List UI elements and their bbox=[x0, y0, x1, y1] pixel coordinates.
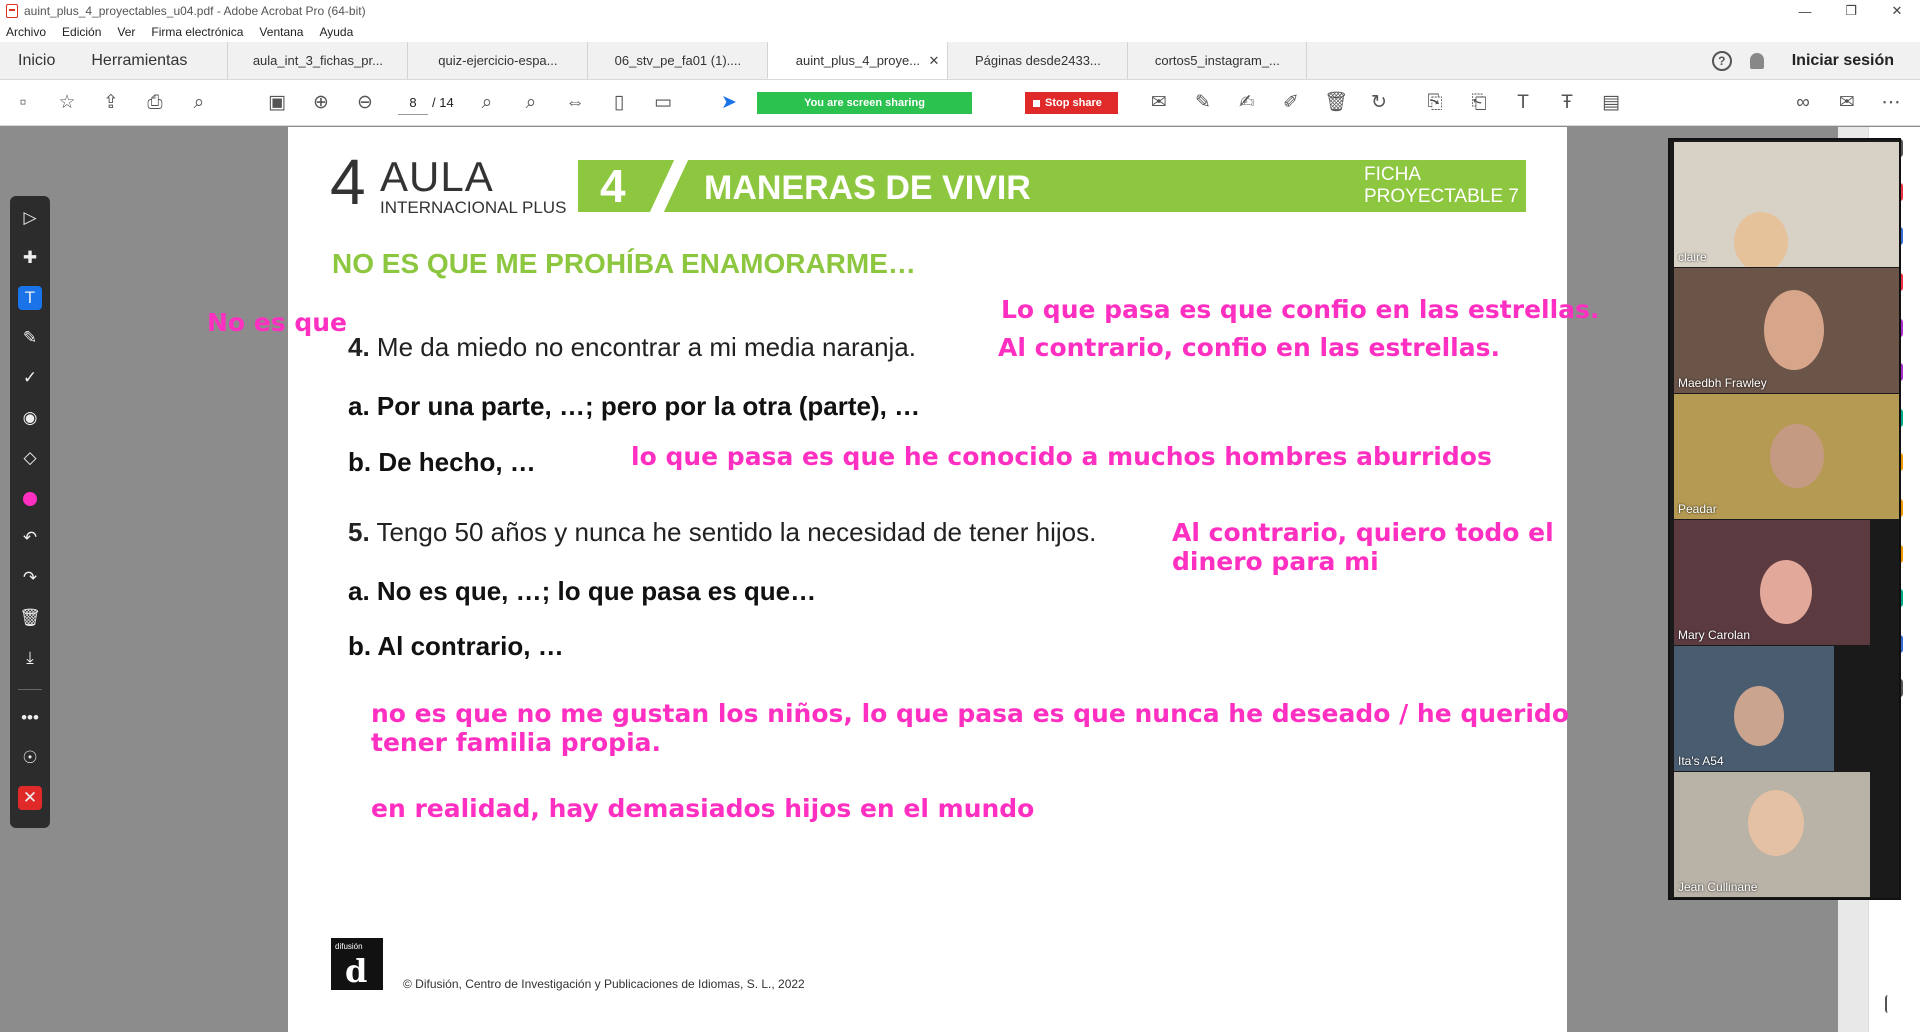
more-options-icon[interactable]: ••• bbox=[21, 708, 39, 727]
email-icon[interactable]: ✉ bbox=[1839, 92, 1855, 113]
annotation-quiero-dinero-line-1: Al contrario, quiero todo el bbox=[1172, 518, 1554, 547]
annotation-al-contrario-estrellas[interactable]: Al contrario, confio en las estrellas. bbox=[998, 333, 1500, 362]
question-4-number: 4. bbox=[348, 332, 370, 362]
tab-doc-1[interactable]: aula_int_3_fichas_pr... bbox=[227, 42, 407, 79]
annotation-quiero-dinero-line-2: dinero para mi bbox=[1172, 546, 1379, 576]
unit-title: MANERAS DE VIVIR bbox=[704, 169, 1031, 207]
delete-icon[interactable]: 🗑 bbox=[1324, 92, 1349, 113]
unit-banner bbox=[578, 160, 1526, 212]
tab-doc-3[interactable]: 06_stv_pe_fa01 (1).... bbox=[587, 42, 767, 79]
logo-number: 4 bbox=[330, 146, 366, 218]
ficha-label bbox=[1364, 164, 1519, 208]
window-controls bbox=[1782, 0, 1920, 22]
menu-bar bbox=[0, 22, 1920, 42]
help-icon[interactable]: ? bbox=[1712, 51, 1732, 71]
window-title: auint_plus_4_proyectables_u04.pdf - Adobe Acrobat Pro (64-bit) bbox=[24, 4, 366, 18]
close-annotation-icon[interactable]: ✕ bbox=[18, 786, 42, 810]
page-view-icon[interactable]: ▯ bbox=[613, 92, 625, 113]
stop-share-button[interactable]: Stop share bbox=[1025, 92, 1118, 114]
logo-title: AULA bbox=[380, 153, 494, 200]
participant-video bbox=[1734, 686, 1784, 746]
tab-doc-active[interactable] bbox=[767, 42, 947, 79]
participant-video bbox=[1760, 560, 1812, 624]
ficha-line-1: FICHA bbox=[1364, 164, 1421, 185]
participant-tile-3[interactable] bbox=[1674, 394, 1899, 519]
menu-firma[interactable]: Firma electrónica bbox=[151, 25, 244, 39]
sign-icon[interactable]: ✍ bbox=[1239, 92, 1255, 113]
stamp-icon[interactable]: ✐ bbox=[1283, 92, 1299, 113]
request-control-icon[interactable]: ☉ bbox=[22, 748, 38, 767]
annotation-quiero-dinero[interactable] bbox=[1172, 519, 1554, 577]
zoom-out-icon[interactable]: ⌕ bbox=[481, 92, 493, 113]
tab-bar bbox=[0, 42, 1920, 80]
tab-home[interactable]: Inicio bbox=[18, 51, 56, 69]
menu-ayuda[interactable]: Ayuda bbox=[319, 25, 354, 39]
comment-icon[interactable]: ✉ bbox=[1151, 92, 1167, 113]
page-down-icon[interactable]: ⊖ bbox=[357, 92, 373, 113]
collapse-panel-icon[interactable] bbox=[1885, 995, 1903, 1013]
save-icon[interactable]: ▫ bbox=[19, 92, 27, 113]
find-icon[interactable]: ⌕ bbox=[525, 92, 537, 113]
annotation-ninos-line-2: tener familia propia. bbox=[371, 727, 662, 757]
participant-name: Mary Carolan bbox=[1678, 628, 1751, 642]
participant-tile-1[interactable] bbox=[1674, 142, 1899, 267]
tab-tools[interactable]: Herramientas bbox=[91, 51, 188, 69]
question-4 bbox=[348, 332, 916, 363]
highlight-icon[interactable]: ✎ bbox=[1195, 92, 1211, 113]
move-tool-icon[interactable]: ✚ bbox=[22, 248, 38, 267]
text-icon[interactable]: T bbox=[1517, 92, 1529, 113]
participant-name: claire bbox=[1678, 250, 1707, 264]
menu-ver[interactable]: Ver bbox=[117, 25, 136, 39]
question-5-option-a: a. No es que, …; lo que pasa es que… bbox=[348, 576, 817, 606]
redo-icon[interactable]: ↷ bbox=[22, 568, 38, 587]
video-gallery bbox=[1668, 138, 1901, 900]
pen-tool-icon[interactable]: ✎ bbox=[22, 328, 38, 347]
annotation-no-es-que[interactable]: No es que bbox=[207, 308, 347, 337]
participant-tile-5[interactable] bbox=[1674, 646, 1834, 771]
question-5-text: Tengo 50 años y nunca he sentido la necesidad de tener hijos. bbox=[376, 517, 1097, 547]
trash-icon[interactable]: 🗑 bbox=[19, 608, 41, 627]
participant-video bbox=[1748, 790, 1804, 856]
bookmark-star-icon[interactable]: ☆ bbox=[58, 92, 76, 113]
question-4-option-a: a. Por una parte, …; pero por la otra (parte), … bbox=[348, 391, 921, 421]
menu-ventana[interactable]: Ventana bbox=[259, 25, 304, 39]
question-5-number: 5. bbox=[348, 517, 370, 547]
tab-doc-active-label: auint_plus_4_proye... bbox=[795, 52, 921, 68]
toolbar-divider bbox=[18, 689, 42, 690]
select-tool-icon[interactable]: ▷ bbox=[23, 208, 37, 227]
publisher-logo-letter: d bbox=[345, 952, 368, 990]
question-4-text: Me da miedo no encontrar a mi media naranja. bbox=[376, 332, 916, 362]
participant-video bbox=[1734, 212, 1788, 267]
minimize-button[interactable]: — bbox=[1798, 3, 1812, 19]
text-tool-icon[interactable]: T bbox=[18, 286, 42, 310]
banner-slash bbox=[646, 152, 692, 220]
annotation-lo-que-pasa-estrellas[interactable]: Lo que pasa es que confio en las estrellas. bbox=[1001, 295, 1600, 324]
restore-button[interactable]: ❐ bbox=[1845, 3, 1857, 18]
annotation-demasiados-hijos[interactable]: en realidad, hay demasiados hijos en el mundo bbox=[371, 794, 1035, 823]
participant-video bbox=[1770, 424, 1824, 488]
annotation-ninos[interactable] bbox=[371, 700, 1569, 758]
participant-tile-4[interactable] bbox=[1674, 520, 1870, 645]
tab-doc-6[interactable]: cortos5_instagram_... bbox=[1127, 42, 1307, 79]
annotation-toolbar bbox=[10, 196, 50, 828]
participant-name: Peadar bbox=[1678, 502, 1717, 516]
participant-name: Jean Cullinane bbox=[1678, 880, 1758, 894]
logo-subtitle: INTERNACIONAL PLUS bbox=[380, 198, 567, 217]
sign-in-button[interactable]: Iniciar sesión bbox=[1791, 52, 1894, 69]
participant-name: Maedbh Frawley bbox=[1678, 376, 1767, 390]
menu-archivo[interactable]: Archivo bbox=[6, 25, 47, 39]
tab-doc-2[interactable]: quiz-ejercicio-espa... bbox=[407, 42, 587, 79]
notifications-icon[interactable] bbox=[1750, 53, 1764, 69]
main-toolbar bbox=[0, 80, 1920, 126]
link-icon[interactable]: ∞ bbox=[1796, 92, 1810, 113]
presentation-icon[interactable]: ▭ bbox=[654, 92, 672, 113]
strikethrough-icon[interactable]: Ŧ bbox=[1561, 92, 1573, 113]
edit-pdf-icon[interactable]: ⎗ bbox=[1471, 92, 1487, 113]
tab-doc-5[interactable]: Páginas desde2433... bbox=[947, 42, 1127, 79]
question-5-option-b: b. Al contrario, … bbox=[348, 631, 564, 661]
annotation-hombres-aburridos[interactable]: lo que pasa es que he conocido a muchos hombres aburridos bbox=[631, 442, 1492, 471]
organize-icon[interactable]: ▤ bbox=[1602, 92, 1620, 113]
upload-icon[interactable]: ⇪ bbox=[103, 92, 119, 113]
close-window-button[interactable]: ✕ bbox=[1891, 3, 1903, 18]
screen-sharing-banner: You are screen sharing bbox=[757, 92, 972, 114]
rotate-icon[interactable]: ↻ bbox=[1371, 92, 1387, 113]
export-pdf-icon[interactable]: ⎘ bbox=[1427, 92, 1443, 113]
select-cursor-icon[interactable]: ➤ bbox=[721, 92, 737, 113]
page-up-icon[interactable]: ⊕ bbox=[313, 92, 329, 113]
page-number-input[interactable]: 8 bbox=[398, 91, 428, 115]
participant-tile-2[interactable] bbox=[1674, 268, 1899, 393]
participant-tile-6[interactable] bbox=[1674, 772, 1870, 897]
page-total: / 14 bbox=[432, 95, 454, 110]
eraser-tool-icon[interactable]: ◇ bbox=[23, 448, 37, 467]
fit-width-icon[interactable]: ⇔ bbox=[565, 92, 585, 113]
pdf-icon bbox=[6, 4, 18, 18]
title-bar bbox=[0, 0, 1920, 22]
publisher-logo-small: difusión bbox=[335, 942, 363, 951]
participant-video bbox=[1764, 290, 1824, 370]
section-title: NO ES QUE ME PROHÍBA ENAMORARME… bbox=[332, 248, 916, 279]
undo-icon[interactable]: ↶ bbox=[22, 528, 38, 547]
publisher-logo bbox=[331, 938, 383, 990]
more-tools-icon[interactable]: ⋯ bbox=[1881, 92, 1901, 113]
check-tool-icon[interactable]: ✓ bbox=[22, 368, 38, 387]
participant-name: Ita's A54 bbox=[1678, 754, 1724, 768]
close-tab-icon[interactable]: ✕ bbox=[928, 53, 940, 68]
print-icon[interactable]: ⎙ bbox=[147, 92, 163, 113]
question-4-option-b: b. De hecho, … bbox=[348, 447, 536, 477]
zoom-search-icon[interactable]: ⌕ bbox=[193, 92, 205, 113]
question-5 bbox=[348, 517, 1096, 548]
annotation-ninos-line-1: no es que no me gustan los niños, lo que pasa es que nunca he deseado / he querido bbox=[371, 699, 1569, 728]
snapshot-icon[interactable]: ▣ bbox=[268, 92, 286, 113]
menu-edicion[interactable]: Edición bbox=[62, 25, 102, 39]
save-annotations-icon[interactable]: ⤓ bbox=[26, 648, 34, 667]
spotlight-tool-icon[interactable]: ◉ bbox=[22, 408, 38, 427]
color-picker-icon[interactable] bbox=[18, 486, 42, 510]
ficha-line-2: PROYECTABLE 7 bbox=[1364, 186, 1519, 207]
unit-number: 4 bbox=[600, 160, 626, 212]
copyright-text: © Difusión, Centro de Investigación y Publicaciones de Idiomas, S. L., 2022 bbox=[403, 977, 805, 991]
